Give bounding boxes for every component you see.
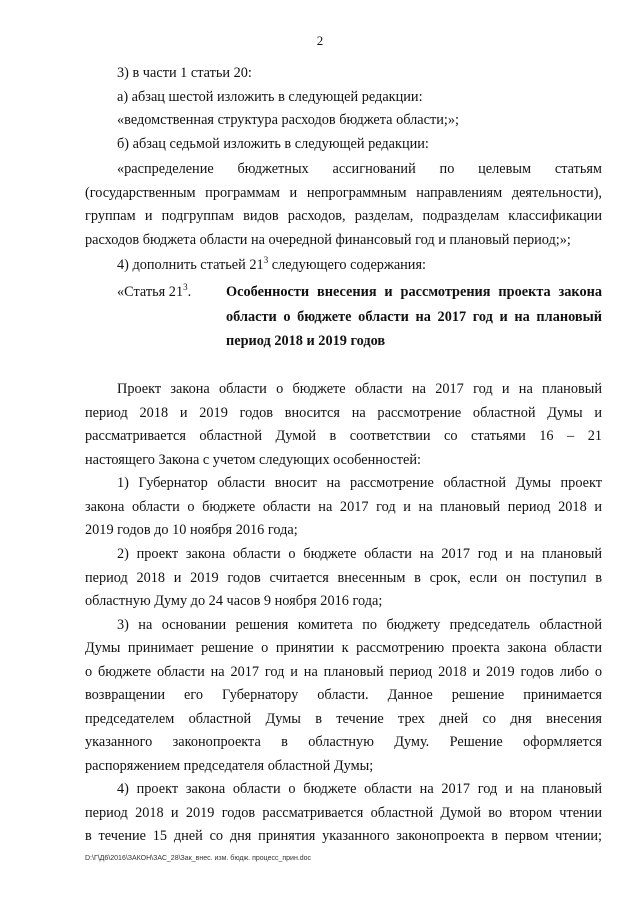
paragraph-line: 2019 годов до 10 ноября 2016 года; (85, 522, 298, 538)
paragraph-line: 3) на основании решения комитета по бюджету председатель областной (117, 617, 602, 633)
text-fragment: следующего содержания: (268, 257, 427, 273)
paragraph-line (117, 256, 602, 274)
paragraph-line: период 2018 и 2019 годов считается внесенным в срок, если он поступил в (85, 570, 602, 586)
article-label (117, 283, 191, 301)
paragraph-line: указанного законопроекта в областную Думу. Решение оформляется (85, 734, 602, 750)
paragraph-line: «ведомственная структура расходов бюджета области;»; (117, 112, 459, 128)
paragraph-line: председателем областной Думы в течение трех дней со дня внесения (85, 711, 602, 727)
paragraph-line: закона области о бюджете области на 2017 год и на плановый период 2018 и (85, 499, 602, 515)
paragraph-line: (государственным программам и непрограммным направлениям деятельности), (85, 185, 602, 201)
paragraph-line: 1) Губернатор области вносит на рассмотрение областной Думы проект (117, 475, 602, 491)
text-fragment: «Статья 21 (117, 284, 184, 300)
paragraph-line: период 2018 и 2019 годов вносится на рассмотрение областной Думы и (85, 405, 602, 421)
text-fragment: . (187, 284, 192, 300)
paragraph-line: настоящего Закона с учетом следующих особенностей: (85, 452, 421, 468)
paragraph-line: в течение 15 дней со дня принятия указанного законопроекта в первом чтении; (85, 828, 602, 844)
paragraph-line: группам и подгруппам видов расходов, разделам, подразделам классификации (85, 208, 602, 224)
paragraph-line: рассматривается областной Думой в соответствии со статьями 16 – 21 (85, 428, 602, 444)
paragraph-line: а) абзац шестой изложить в следующей редакции: (117, 89, 423, 105)
page-number: 2 (316, 33, 324, 48)
paragraph-line: «распределение бюджетных ассигнований по целевым статьям (117, 161, 602, 177)
paragraph-line: распоряжением председателя областной Думы; (85, 758, 374, 774)
article-title-line: области о бюджете области на 2017 год и на плановый (226, 309, 602, 325)
paragraph-line: возвращении его Губернатору области. Данное решение принимается (85, 687, 602, 703)
article-title-line: Особенности внесения и рассмотрения проекта закона (226, 284, 602, 300)
paragraph-line: 3) в части 1 статьи 20: (117, 65, 252, 81)
paragraph-line: о бюджете области на 2017 год и на плановый период 2018 и 2019 годов либо о (85, 664, 602, 680)
superscript: 3 (183, 282, 188, 292)
paragraph-line: Думы принимает решение о принятии к рассмотрению проекта закона области (85, 640, 602, 656)
superscript: 3 (263, 255, 269, 265)
paragraph-line: расходов бюджета области на очередной финансовый год и плановый период;»; (85, 232, 571, 248)
paragraph-line: 2) проект закона области о бюджете области на 2017 год и на плановый (117, 546, 602, 562)
paragraph-line: период 2018 и 2019 годов рассматривается областной Думой во втором чтении (85, 805, 602, 821)
paragraph-line: областную Думу до 24 часов 9 ноября 2016 года; (85, 593, 383, 609)
paragraph-line: б) абзац седьмой изложить в следующей редакции: (117, 136, 429, 152)
text-fragment: 4) дополнить статьей 21 (117, 257, 264, 273)
paragraph-line: Проект закона области о бюджете области на 2017 год и на плановый (117, 381, 602, 397)
file-path-footer: D:\Г\Д6\2016\ЗАКОН\ЗАС_28\Зак_внес. изм. бюдж. процесс_прин.doc (85, 855, 312, 862)
paragraph-line: 4) проект закона области о бюджете области на 2017 год и на плановый (117, 781, 602, 797)
article-title-line: период 2018 и 2019 годов (226, 333, 386, 349)
